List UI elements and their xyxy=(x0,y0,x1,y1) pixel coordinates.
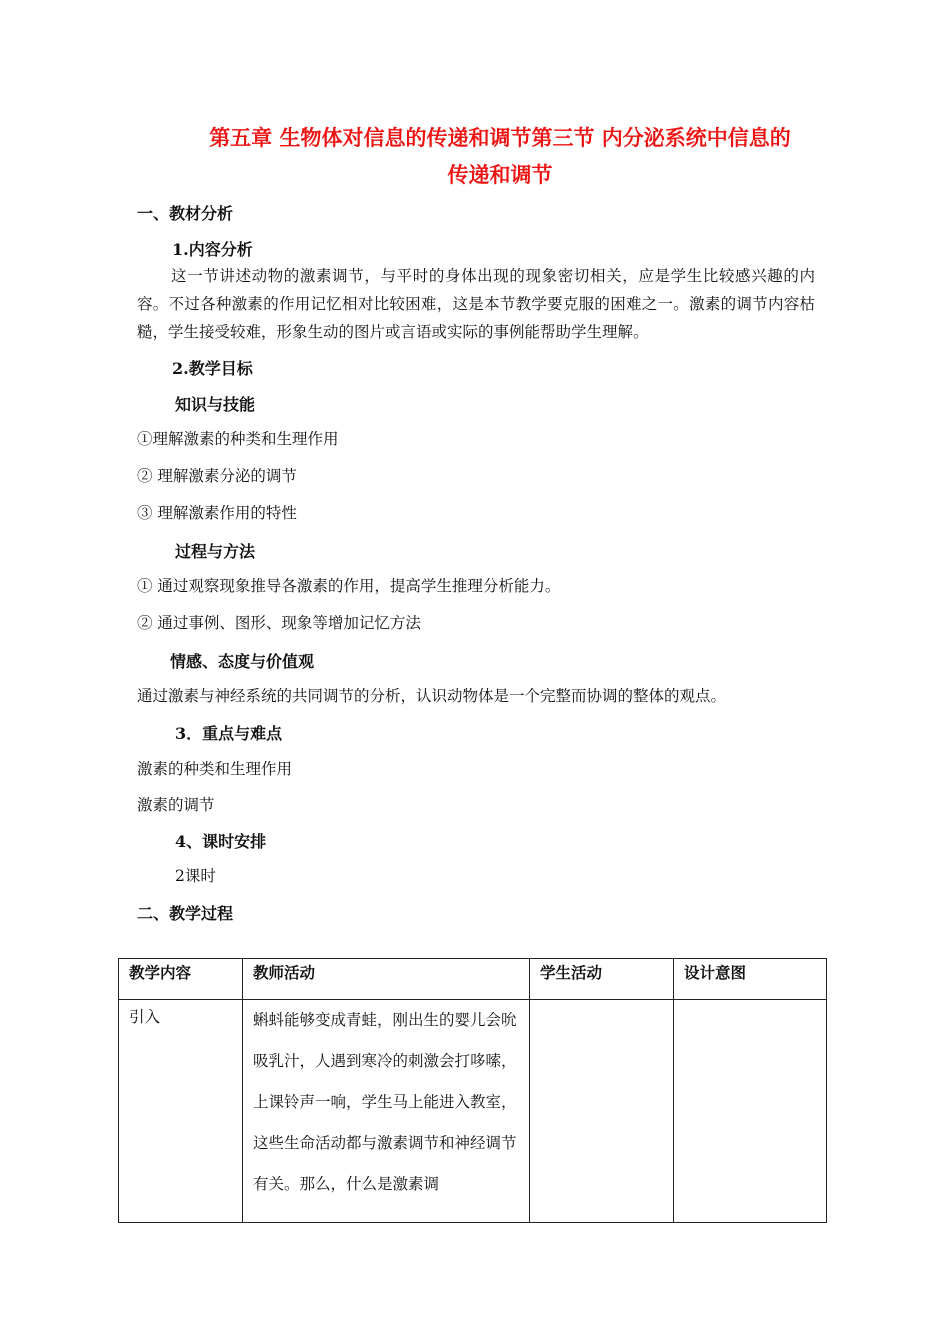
table-row xyxy=(119,1000,827,1223)
content-analysis-paragraph: 这一节讲述动物的激素调节，与平时的身体出现的现象密切相关，应是学生比较感兴趣的内容。不过各种激素的作用记忆相对比较困难，这是本节教学要克服的困难之一。激素的调节内容枯糙，学生接受较难，形象生动的图片或言语或实际的事例能帮助学生理解。 xyxy=(137,267,815,341)
key-point-item: 激素的种类和生理作用 xyxy=(137,760,293,778)
schedule-text: 2课时 xyxy=(175,867,216,885)
column-header-content: 教学内容 xyxy=(119,959,243,1000)
cell-design-intent xyxy=(674,1000,827,1223)
column-header-teacher: 教师活动 xyxy=(243,959,530,1000)
knowledge-item: ①理解激素的种类和生理作用 xyxy=(137,430,339,448)
table-header-row xyxy=(119,959,827,1000)
section-heading-materials: 一、教材分析 xyxy=(137,204,234,223)
process-item: ① 通过观察现象推导各激素的作用，提高学生推理分析能力。 xyxy=(137,577,561,595)
subheading-process-methods: 过程与方法 xyxy=(175,542,256,561)
doc-title-line-1: 第五章 生物体对信息的传递和调节第三节 内分泌系统中信息的 xyxy=(209,125,791,150)
attitude-text: 通过激素与神经系统的共同调节的分析，认识动物体是一个完整而协调的整体的观点。 xyxy=(137,687,727,705)
cell-content: 引入 xyxy=(119,1000,243,1223)
lesson-process-table xyxy=(118,958,827,1223)
knowledge-item: ② 理解激素分泌的调节 xyxy=(137,467,297,485)
section-heading-process: 二、教学过程 xyxy=(137,904,234,923)
subheading-objectives: 2.教学目标 xyxy=(172,359,253,378)
knowledge-item: ③ 理解激素作用的特性 xyxy=(137,504,297,522)
key-point-item: 激素的调节 xyxy=(137,796,215,814)
cell-student-activity xyxy=(530,1000,674,1223)
subheading-attitude-values: 情感、态度与价值观 xyxy=(170,652,315,671)
column-header-intent: 设计意图 xyxy=(674,959,827,1000)
column-header-student: 学生活动 xyxy=(530,959,674,1000)
subheading-schedule: 4、课时安排 xyxy=(175,832,267,851)
subheading-content-analysis: 1.内容分析 xyxy=(172,240,253,259)
cell-teacher-activity: 蝌蚪能够变成青蛙，刚出生的婴儿会吮吸乳汁，人遇到寒冷的刺激会打哆嗦，上课铃声一响，学生马上能进入教室，这些生命活动都与激素调节和神经调节有关。那么，什么是激素调 xyxy=(243,1000,530,1223)
subheading-key-points: 3．重点与难点 xyxy=(175,724,283,743)
subheading-knowledge-skills: 知识与技能 xyxy=(175,395,256,414)
doc-title-line-2: 传递和调节 xyxy=(447,162,553,187)
process-item: ② 通过事例、图形、现象等增加记忆方法 xyxy=(137,614,421,632)
